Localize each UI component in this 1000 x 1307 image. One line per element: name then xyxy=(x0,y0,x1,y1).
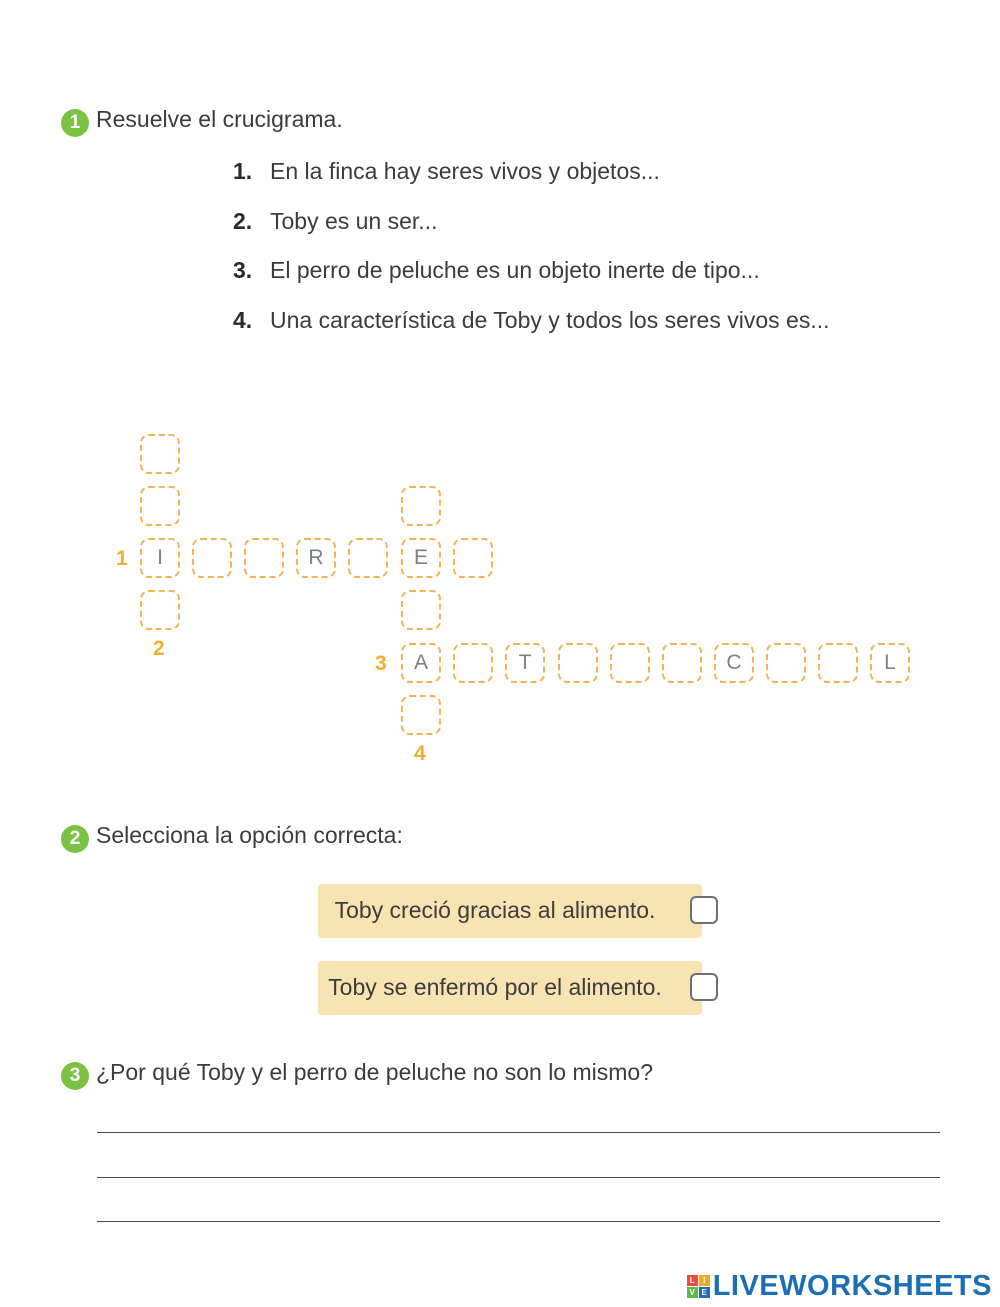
crossword-number-2: 2 xyxy=(153,637,165,660)
crossword-cell[interactable] xyxy=(662,643,702,683)
clue-4 xyxy=(233,307,830,334)
crossword-cell[interactable] xyxy=(192,538,232,578)
section-1-prompt: Resuelve el crucigrama. xyxy=(96,106,343,132)
crossword-cell[interactable] xyxy=(401,695,441,735)
crossword-cell[interactable] xyxy=(140,590,180,630)
logo-letter: V xyxy=(687,1287,698,1298)
crossword-cell[interactable] xyxy=(140,486,180,526)
clue-number: 4. xyxy=(233,307,253,333)
section-3-prompt: ¿Por qué Toby y el perro de peluche no son lo mismo? xyxy=(96,1059,653,1085)
crossword-cell[interactable] xyxy=(558,643,598,683)
crossword-cell[interactable]: C xyxy=(714,643,754,683)
option-card-2[interactable] xyxy=(318,961,702,1015)
clue-text: Una característica de Toby y todos los seres vivos es... xyxy=(270,307,830,333)
logo-letter: E xyxy=(699,1287,710,1298)
clue-number: 3. xyxy=(233,257,253,283)
clue-2 xyxy=(233,208,437,235)
crossword-cell[interactable] xyxy=(818,643,858,683)
crossword-number-3: 3 xyxy=(375,652,387,675)
clue-text: El perro de peluche es un objeto inerte de tipo... xyxy=(270,257,760,283)
answer-line xyxy=(97,1177,940,1178)
answer-line xyxy=(97,1132,940,1133)
liveworksheets-logo-icon xyxy=(687,1275,710,1298)
crossword-cell[interactable] xyxy=(453,538,493,578)
option-checkbox[interactable] xyxy=(690,896,718,924)
option-label: Toby creció gracias al alimento. xyxy=(334,897,656,923)
crossword-number-4: 4 xyxy=(414,742,426,765)
option-card-1[interactable] xyxy=(318,884,702,938)
crossword-cell[interactable]: I xyxy=(140,538,180,578)
logo-letter: L xyxy=(687,1275,698,1286)
crossword-cell[interactable]: L xyxy=(870,643,910,683)
crossword-cell[interactable] xyxy=(766,643,806,683)
clue-text: Toby es un ser... xyxy=(270,208,438,234)
section-3-number-badge: 3 xyxy=(61,1062,89,1090)
option-checkbox[interactable] xyxy=(690,973,718,1001)
crossword-cell[interactable] xyxy=(401,590,441,630)
section-2-number-badge: 2 xyxy=(61,825,89,853)
crossword-cell[interactable] xyxy=(348,538,388,578)
crossword-cell[interactable]: R xyxy=(296,538,336,578)
section-2-prompt: Selecciona la opción correcta: xyxy=(96,822,403,848)
crossword-cell[interactable]: E xyxy=(401,538,441,578)
brand-name: LIVEWORKSHEETS xyxy=(712,1269,992,1302)
crossword-cell[interactable] xyxy=(401,486,441,526)
clue-number: 1. xyxy=(233,158,253,184)
answer-line xyxy=(97,1221,940,1222)
section-1-number-badge: 1 xyxy=(61,109,89,137)
option-label: Toby se enfermó por el alimento. xyxy=(328,974,662,1000)
clue-1 xyxy=(233,158,660,185)
logo-letter: I xyxy=(699,1275,710,1286)
clue-text: En la finca hay seres vivos y objetos... xyxy=(270,158,660,184)
crossword-cell[interactable] xyxy=(140,434,180,474)
crossword-cell[interactable]: T xyxy=(505,643,545,683)
crossword-cell[interactable] xyxy=(244,538,284,578)
clue-number: 2. xyxy=(233,208,253,234)
crossword-cell[interactable]: A xyxy=(401,643,441,683)
clue-3 xyxy=(233,257,760,284)
crossword-number-1: 1 xyxy=(116,547,128,570)
liveworksheets-brand xyxy=(687,1268,992,1304)
crossword-cell[interactable] xyxy=(610,643,650,683)
crossword-cell[interactable] xyxy=(453,643,493,683)
